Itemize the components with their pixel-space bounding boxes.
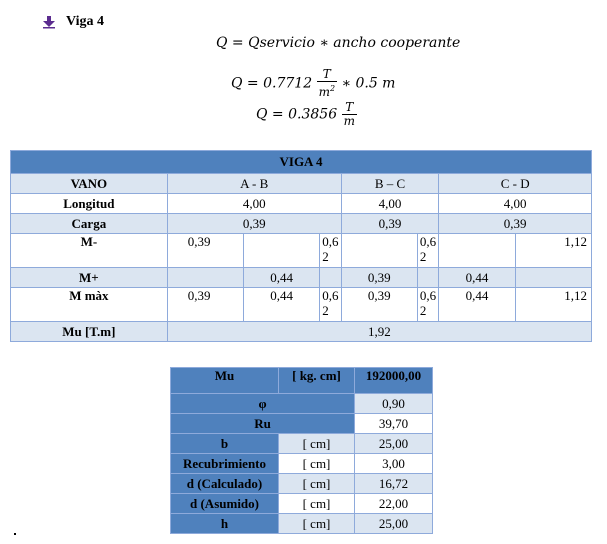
design-row-label: Recubrimiento — [171, 454, 279, 474]
m-max-4: 0,39 — [341, 288, 417, 322]
eq3-frac-den: m — [343, 114, 355, 128]
m-max-1: 0,39 — [167, 288, 243, 322]
m-max-6: 0,44 — [439, 288, 515, 322]
longitud-label: Longitud — [11, 194, 168, 214]
m-neg-b: 0,6 2 — [320, 234, 341, 268]
design-row-value: 25,00 — [355, 514, 433, 534]
m-neg-label: M- — [11, 234, 168, 268]
design-row — [171, 434, 433, 454]
longitud-ab: 4,00 — [167, 194, 341, 214]
design-row — [171, 494, 433, 514]
carga-label: Carga — [11, 214, 168, 234]
m-pos-ab: 0,44 — [243, 268, 319, 288]
design-mu-value: 192000,00 — [355, 368, 433, 394]
design-row-unit: [ cm] — [279, 454, 355, 474]
design-row — [171, 454, 433, 474]
vano-label: VANO — [11, 174, 168, 194]
design-mu-unit: [ kg. cm] — [279, 368, 355, 394]
eq2-frac-den-base: m — [318, 85, 330, 99]
beam-moments-table — [10, 150, 592, 342]
mu-label: Mu [T.m] — [11, 322, 168, 342]
design-row-unit: [ cm] — [279, 434, 355, 454]
m-max-3: 0,6 2 — [320, 288, 341, 322]
m-max-row — [11, 288, 592, 322]
design-row-label: b — [171, 434, 279, 454]
design-row-value: 0,90 — [355, 394, 433, 414]
equation-2 — [231, 68, 395, 99]
m-pos-row — [11, 268, 592, 288]
eq3-lhs: Q = 0.3856 — [256, 106, 338, 123]
mu-row — [11, 322, 592, 342]
design-mu-label: Mu — [171, 368, 279, 394]
m-pos-label: M+ — [11, 268, 168, 288]
design-mu-row — [171, 368, 433, 394]
design-row-value: 3,00 — [355, 454, 433, 474]
carga-bc: 0,39 — [341, 214, 439, 234]
eq2-frac-den — [317, 82, 337, 99]
equation-3 — [256, 101, 357, 128]
design-row-label: φ — [171, 394, 355, 414]
m-max-5: 0,6 2 — [417, 288, 438, 322]
span-bc: B – C — [341, 174, 439, 194]
design-row — [171, 514, 433, 534]
design-row-unit: [ cm] — [279, 514, 355, 534]
stray-dot — [14, 533, 16, 535]
m-neg-d: 1,12 — [515, 234, 591, 268]
eq2-fraction — [317, 68, 337, 99]
m-neg-row — [11, 234, 592, 268]
design-row-label: d (Calculado) — [171, 474, 279, 494]
mu-value: 1,92 — [167, 322, 591, 342]
design-row-label: Ru — [171, 414, 355, 434]
m-max-label: M màx — [11, 288, 168, 322]
table-title: VIGA 4 — [11, 151, 592, 174]
eq2-rhs: ∗ 0.5 m — [341, 75, 396, 92]
equation-1: Q = Qservicio ∗ ancho cooperante — [216, 35, 461, 51]
span-ab: A - B — [167, 174, 341, 194]
section-title: Viga 4 — [66, 14, 104, 29]
table-title-row — [11, 151, 592, 174]
design-row-unit: [ cm] — [279, 494, 355, 514]
carga-row — [11, 214, 592, 234]
design-row-value: 16,72 — [355, 474, 433, 494]
m-pos-bc: 0,39 — [341, 268, 417, 288]
design-row-value: 25,00 — [355, 434, 433, 454]
section-design-table — [170, 367, 433, 534]
carga-cd: 0,39 — [439, 214, 592, 234]
design-row-value: 39,70 — [355, 414, 433, 434]
design-row-unit: [ cm] — [279, 474, 355, 494]
longitud-row — [11, 194, 592, 214]
design-row-label: h — [171, 514, 279, 534]
span-cd: C - D — [439, 174, 592, 194]
design-row-label: d (Asumido) — [171, 494, 279, 514]
m-max-7: 1,12 — [515, 288, 591, 322]
m-neg-empty-1 — [243, 234, 319, 268]
m-max-2: 0,44 — [243, 288, 319, 322]
longitud-bc: 4,00 — [341, 194, 439, 214]
design-row — [171, 474, 433, 494]
down-arrow-bullet-icon — [42, 15, 56, 29]
m-pos-empty-2 — [320, 268, 341, 288]
carga-ab: 0,39 — [167, 214, 341, 234]
m-neg-a: 0,39 — [167, 234, 243, 268]
vano-row — [11, 174, 592, 194]
eq2-frac-num: T — [317, 68, 337, 82]
m-neg-empty-2 — [341, 234, 417, 268]
eq2-frac-den-exp: 2 — [329, 84, 336, 93]
m-pos-empty-3 — [417, 268, 438, 288]
longitud-cd: 4,00 — [439, 194, 592, 214]
m-pos-empty-1 — [167, 268, 243, 288]
eq2-lhs: Q = 0.7712 — [231, 75, 313, 92]
m-neg-empty-3 — [439, 234, 515, 268]
design-row — [171, 394, 433, 414]
m-neg-c: 0,6 2 — [417, 234, 438, 268]
eq3-frac-num: T — [342, 101, 357, 115]
eq3-fraction — [342, 101, 357, 128]
section-heading — [42, 14, 104, 30]
m-pos-cd: 0,44 — [439, 268, 515, 288]
design-row — [171, 414, 433, 434]
design-row-value: 22,00 — [355, 494, 433, 514]
m-pos-empty-4 — [515, 268, 591, 288]
